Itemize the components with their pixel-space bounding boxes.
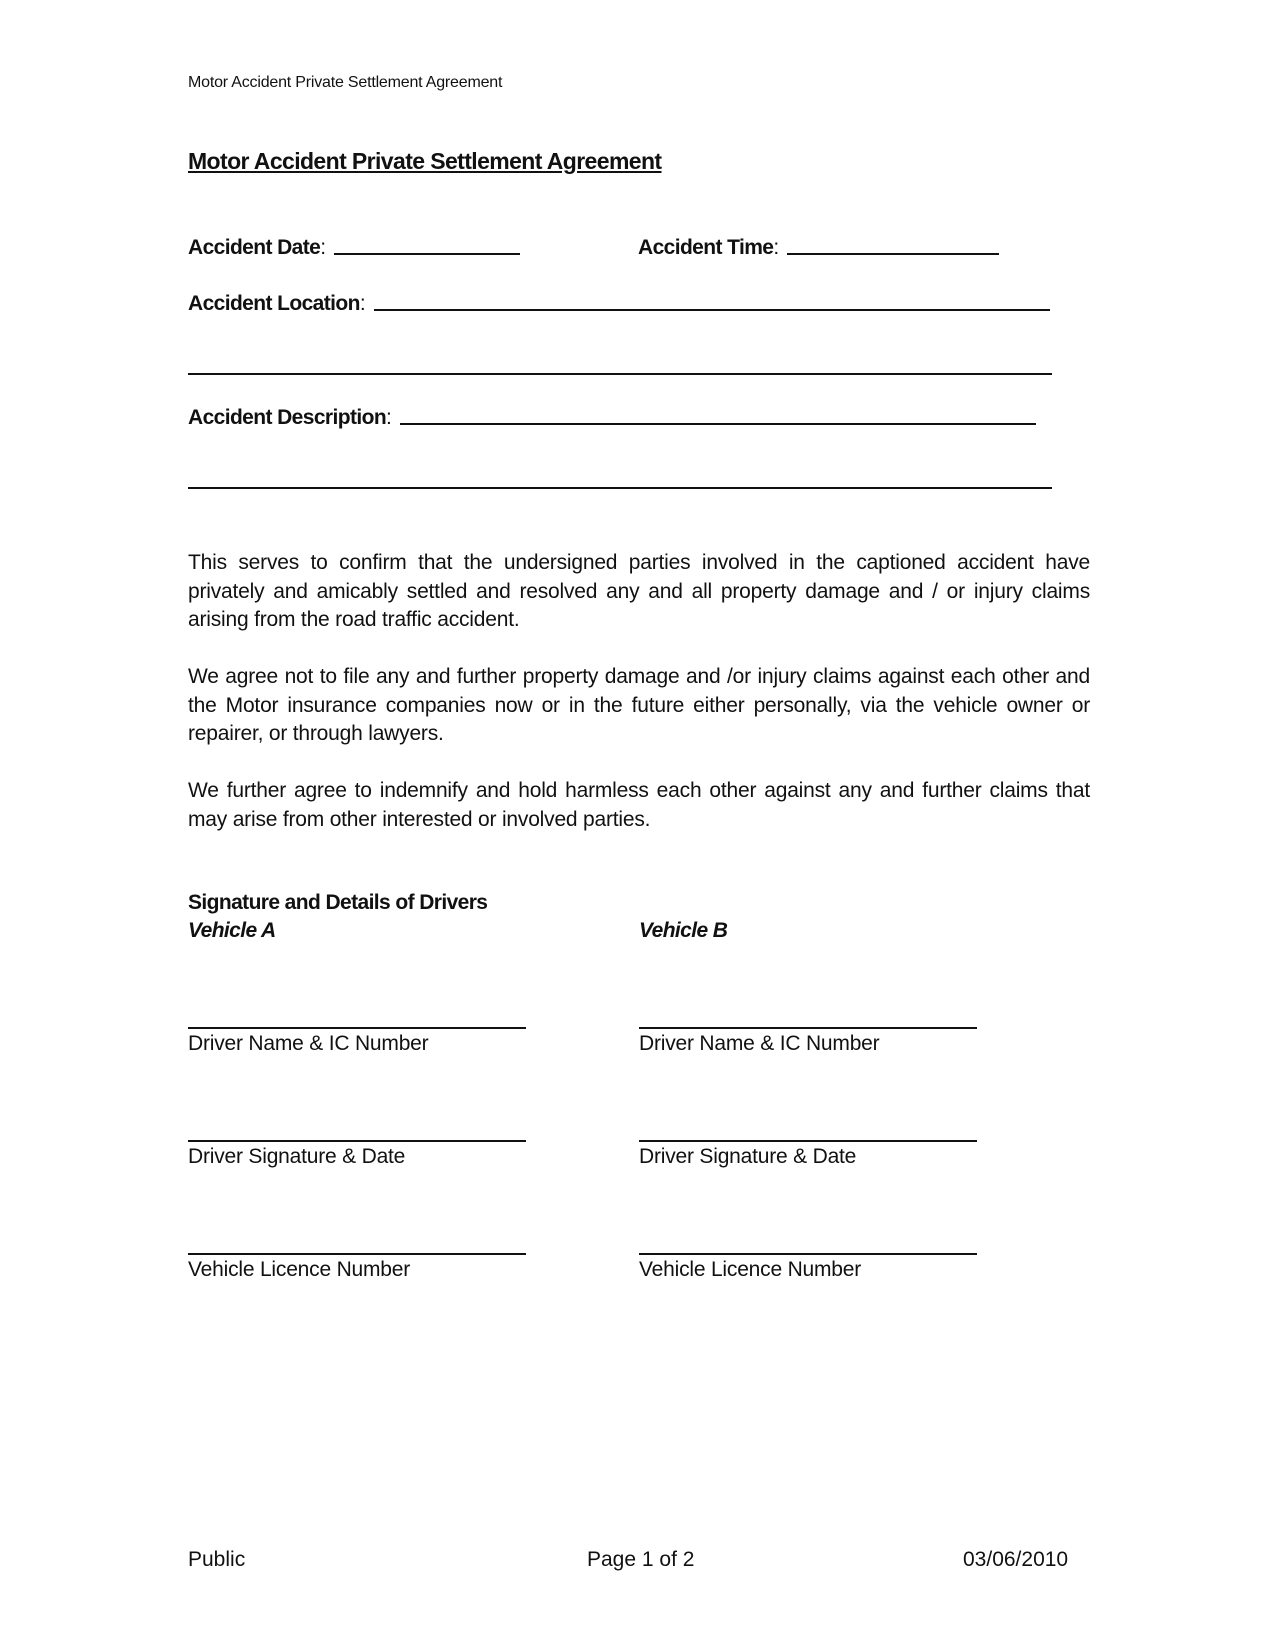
accident-date-label: Accident Date [188, 236, 321, 259]
vehicle-b-driver-name-caption: Driver Name & IC Number [639, 1032, 880, 1055]
vehicle-a-driver-name-line[interactable] [188, 1027, 526, 1029]
vehicle-a-driver-name-caption: Driver Name & IC Number [188, 1032, 429, 1055]
accident-date-colon: : [320, 236, 327, 259]
accident-date-field [188, 236, 520, 260]
vehicle-b-signature-caption: Driver Signature & Date [639, 1145, 857, 1168]
accident-location-blank[interactable] [374, 309, 1050, 311]
paragraph-indemnify: We further agree to indemnify and hold harmless each other against any and further claims that may arise from other interested or involved parties. [188, 779, 1090, 831]
accident-location-label: Accident Location [188, 292, 360, 315]
vehicle-a-licence-caption: Vehicle Licence Number [188, 1258, 411, 1281]
accident-time-colon: : [773, 236, 780, 259]
vehicle-b-driver-name-line[interactable] [639, 1027, 977, 1029]
signatures-section-title: Signature and Details of Drivers [188, 891, 488, 914]
accident-description-field [188, 406, 1036, 430]
vehicle-b-signature-line[interactable] [639, 1140, 977, 1142]
accident-time-field [638, 236, 999, 260]
accident-location-blank-continued[interactable] [188, 373, 1052, 375]
accident-location-field [188, 292, 1050, 316]
vehicle-a-licence-line[interactable] [188, 1253, 526, 1255]
vehicle-b-licence-line[interactable] [639, 1253, 977, 1255]
accident-description-colon: : [386, 406, 392, 429]
footer-date: 03/06/2010 [963, 1548, 1069, 1571]
accident-location-colon: : [359, 292, 366, 315]
vehicle-b-label: Vehicle B [639, 919, 728, 942]
paragraph-no-further-claims: We agree not to file any and further property damage and /or injury claims against each other and the Motor insurance companies now or in the future either personally, via the vehicle owner or repairer, or through lawyers. [188, 665, 1090, 745]
vehicle-a-label: Vehicle A [188, 919, 276, 942]
vehicle-a-signature-caption: Driver Signature & Date [188, 1145, 406, 1168]
accident-description-blank[interactable] [400, 423, 1036, 425]
accident-description-label: Accident Description [188, 406, 387, 429]
vehicle-b-licence-caption: Vehicle Licence Number [639, 1258, 862, 1281]
accident-time-blank[interactable] [787, 253, 999, 255]
paragraph-confirmation: This serves to confirm that the undersigned parties involved in the captioned accident have privately and amicably settled and resolved any and all property damage and / or injury claims arising from the road traffic accident. [188, 551, 1090, 631]
footer-page-indicator: Page 1 of 2 [587, 1548, 695, 1571]
document-title: Motor Accident Private Settlement Agreement [188, 148, 662, 174]
accident-time-label: Accident Time [638, 236, 774, 259]
accident-date-blank[interactable] [334, 253, 520, 255]
vehicle-a-signature-line[interactable] [188, 1140, 526, 1142]
accident-description-blank-continued[interactable] [188, 487, 1052, 489]
footer-classification: Public [188, 1548, 246, 1571]
running-header: Motor Accident Private Settlement Agreement [188, 74, 503, 91]
